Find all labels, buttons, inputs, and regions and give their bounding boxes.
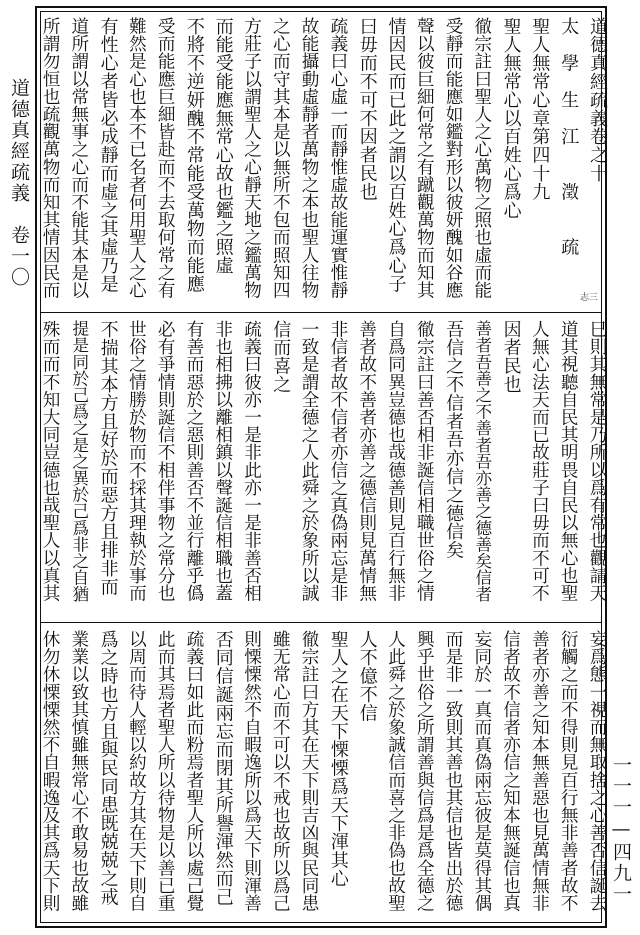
text-column: 自爲同異豈德也哉德善則見百行無非 (385, 320, 406, 602)
text-column: 非也相拂以離相鎮以聲誕信相職也蓋 (212, 320, 233, 602)
text-column: 吾信之不信者吾亦信之德信矣 (443, 320, 465, 560)
text-column: 太 學 生 江 澂 疏 (558, 17, 580, 257)
text-column: 善者亦善之知本無善惡也見萬情無非 (529, 630, 550, 912)
text-column: 衍觸之而不得則見百行無非善者故不 (558, 630, 579, 912)
block-divider-2 (40, 622, 602, 623)
text-column: 信者故不信者亦信之知本無誕信也真 (500, 630, 521, 912)
text-column: 聖人無常心以百姓心爲心 (500, 17, 522, 220)
text-column: 信而喜之 (270, 320, 292, 394)
text-column: 則慄慄然不自暇逸所以爲天下則渾善 (241, 630, 262, 912)
text-column: 妄同於一真而真偽兩忘彼是莫得其偶 (471, 630, 492, 912)
text-column: 徹宗註曰善否相非誕信相職世俗之情 (414, 320, 435, 602)
text-column: 業業以致其慎雖無常心不敢易也故雖 (68, 630, 89, 912)
text-column: 非信者故不信者亦信之真偽兩忘是非 (327, 320, 348, 602)
text-column: 疏義曰彼亦一是非此亦一是非善否相 (241, 320, 262, 602)
text-column: 方莊子以謂聖人之心靜天地之鑑萬物 (241, 17, 262, 299)
text-column: 受而能應巨細皆赴而不去取何常之有 (155, 17, 176, 299)
text-column: 疏義曰心虛一而靜惟虛故能運實惟靜 (327, 17, 348, 299)
text-column: 否同信誕兩忘而閉其所譽渾然而己 (212, 630, 234, 906)
text-column: 有善而惡於之惡則善否不並行離乎僞 (183, 320, 204, 602)
text-column: 人無心法天而已故莊子曰毋而不可不 (529, 320, 550, 602)
text-column: 巳則其無常是乃所以爲有常也觀請天 (587, 320, 607, 602)
text-column: 徹宗註曰方其在天下則吉凶與民同患 (299, 630, 320, 912)
block-divider-1 (40, 312, 602, 313)
text-column: 不將不逆妍醜不常能受萬物而能應 (183, 17, 205, 293)
text-column: 有性心者皆必成靜而虛之其虛乃是 (97, 17, 119, 293)
text-column: 提是同於己爲之是之異於己爲非之自猶 (69, 320, 89, 603)
text-column: 道其視聽自民其明畏自民以無心也聖 (558, 320, 579, 602)
text-column: 道所謂以常無事之心而不能其本是以 (68, 17, 89, 299)
text-column: 而能受能應無常心故也鑑之照虛 (212, 17, 234, 275)
text-column: 因者民也 (500, 320, 522, 394)
text-column: 聖人無常心章第四十九 (529, 17, 551, 201)
text-column: 之心而守其本是以無所不包而照知四 (270, 17, 291, 299)
text-column: 而是非一致則其善也其信也皆出於德 (443, 630, 464, 912)
text-column: 曰毋而不可不因者民也 (356, 17, 378, 201)
text-column: 必有爭情則誕信不相伴事物之常分也 (155, 320, 176, 602)
text-column: 以周而待人輕以約故方其在天下則自 (126, 630, 147, 912)
text-column: 世俗之情勝於物而不採其理執於事而 (126, 320, 147, 602)
margin-book-title: 道德真經疏義 卷一〇 (8, 78, 30, 288)
text-column: 人不億不信 (356, 630, 378, 722)
text-column: 雖无常心而不可以不戒也故所以爲己 (270, 630, 291, 912)
text-column: 故能攝動虛靜者萬物之本也聖人往物 (299, 17, 320, 299)
text-column: 妄爲態一視而無取捨之心善否信誕去 (587, 630, 607, 912)
text-column: 徹宗註曰聖人之心萬物之照也虛而能 (471, 17, 492, 299)
text-column: 爲之時也方且與民同患既兢兢之戒 (97, 630, 119, 906)
text-column: 情因民而已此之謂以百姓心爲心子 (385, 17, 407, 293)
text-column: 道德真經疏義卷之十 (587, 17, 608, 183)
text-column: 善者吾善之不善者吾亦善之德善矣信者 (472, 320, 492, 603)
text-column: 聖人之在天下慄慄爲天下渾其心 (327, 630, 349, 888)
text-column: 受靜而能應如鑑對形以彼妍醜如谷應 (443, 17, 464, 299)
text-column: 疏義曰如此而粉焉者聖人所以處己覺 (183, 630, 204, 912)
margin-page-number: 一一一—四九一 (610, 755, 632, 905)
text-column: 善者故不善者亦善之德信則見萬情無 (356, 320, 377, 602)
text-column: 休勿休慄慄然不自暇逸及其爲天下則 (40, 630, 60, 912)
text-column: 殊而而不知大同豈德也哉聖人以真其 (40, 320, 60, 602)
text-column: 聲以彼巨細何常之有蹴觀萬物而知其 (414, 17, 435, 299)
text-column: 不揣其本方且好於而惡方且排非而 (97, 320, 119, 596)
text-column: 難然是心也本不已名者何用聖人之心 (126, 17, 147, 299)
text-column: 人此舜之於象誠信而喜之非偽也故聖 (385, 630, 406, 912)
text-column: 一致是謂全德之人此舜之於象所以誠 (299, 320, 320, 602)
text-column: 所謂勿恒也疏觀萬物而知其情因民而 (40, 17, 60, 299)
text-column: 興乎世俗之所謂善與信爲是爲全德之 (414, 630, 435, 912)
folio-mark: 志三 (580, 293, 599, 303)
text-column: 此而其焉者聖人所以待物是以善已重 (155, 630, 176, 912)
